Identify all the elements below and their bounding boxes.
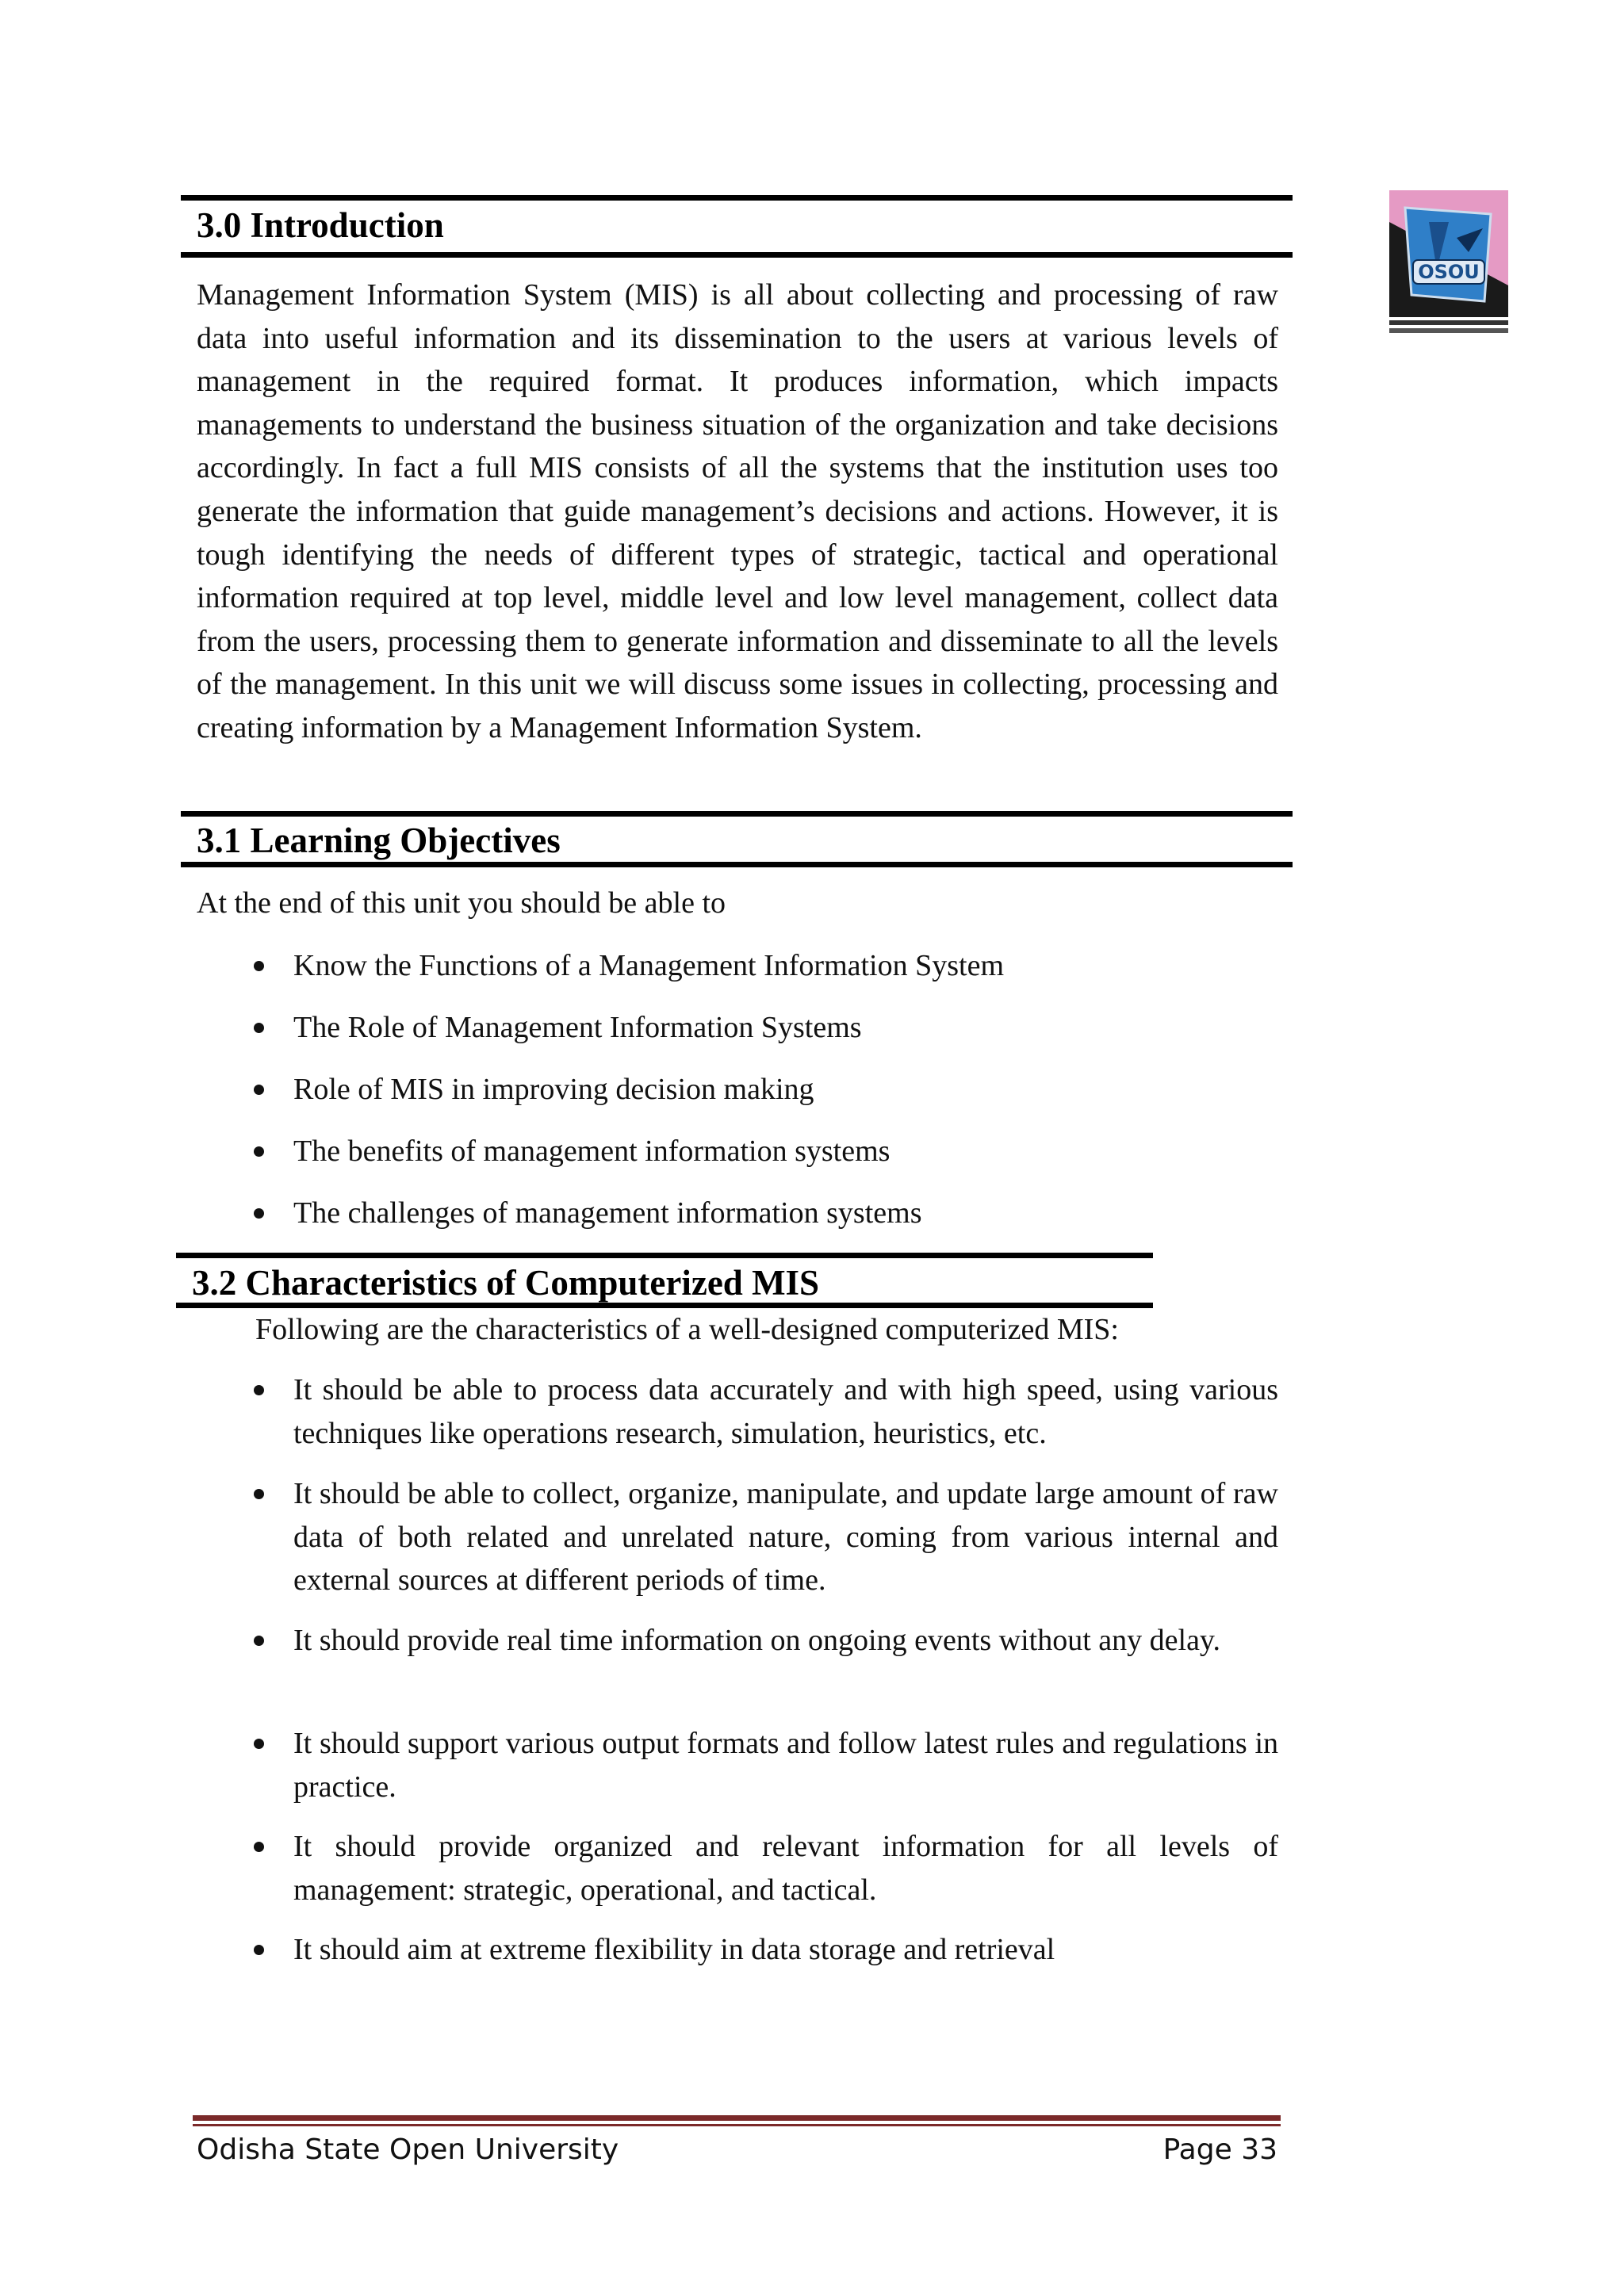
characteristics-top-rule <box>176 1253 1153 1258</box>
bullet-icon <box>254 1146 264 1157</box>
logo-text: OSOU <box>1418 261 1480 283</box>
bullet-icon <box>254 1085 264 1095</box>
intro-heading: 3.0 Introduction <box>197 205 444 245</box>
footer-rule-thin <box>193 2124 1281 2126</box>
bullet-icon <box>254 1023 264 1033</box>
footer-page-number: Page 33 <box>1162 2133 1277 2166</box>
bullet-icon <box>254 1636 264 1646</box>
objectives-bottom-rule <box>181 862 1293 867</box>
characteristics-bottom-rule <box>176 1303 1153 1308</box>
university-logo <box>1389 190 1508 337</box>
intro-top-rule <box>181 195 1293 201</box>
bullet-icon <box>254 961 264 971</box>
characteristic-item: It should aim at extreme flexibility in data storage and retrieval <box>254 1928 1278 1972</box>
characteristic-item: It should support various output formats and follow latest rules and regulations in practice. <box>254 1722 1278 1808</box>
bullet-icon <box>254 1842 264 1852</box>
objectives-intro: At the end of this unit you should be able to <box>197 886 726 920</box>
intro-bottom-rule <box>181 252 1293 258</box>
bullet-icon <box>254 1385 264 1395</box>
footer-university: Odisha State Open University <box>197 2133 619 2166</box>
bullet-icon <box>254 1489 264 1499</box>
bullet-icon <box>254 1945 264 1955</box>
characteristic-item: It should provide organized and relevant information for all levels of management: strategic, operational, and tactical. <box>254 1825 1278 1911</box>
objectives-top-rule <box>181 811 1293 817</box>
characteristics-heading: 3.2 Characteristics of Computerized MIS <box>192 1263 820 1303</box>
bullet-icon <box>254 1739 264 1749</box>
characteristic-item: It should provide real time information on ongoing events without any delay. <box>254 1619 1278 1663</box>
characteristics-intro: Following are the characteristics of a well-designed computerized MIS: <box>255 1313 1119 1346</box>
objectives-heading: 3.1 Learning Objectives <box>197 821 561 860</box>
characteristic-item: It should be able to process data accurately and with high speed, using various techniques like operations research, simulation, heuristics, etc. <box>254 1368 1278 1455</box>
intro-paragraph: Management Information System (MIS) is all about collecting and processing of raw data into useful information and its dissemination to the users at various levels of management in the required format. It produces information, which impacts managements to understand the business situation of the organization and take decisions accordingly. In fact a full MIS consists of all the systems that the institution uses too generate the information that guide management’s decisions and actions. However, it is tough identifying the needs of different types of strategic, tactical and operational information required at top level, middle level and low level management, collect data from the users, processing them to generate information and disseminate to all the levels of the management. In this unit we will discuss some issues in collecting, processing and creating information by a Management Information System. <box>197 278 1278 744</box>
characteristic-item: It should be able to collect, organize, manipulate, and update large amount of raw data of both related and unrelated nature, coming from various internal and external sources at different periods of time. <box>254 1472 1278 1602</box>
bullet-icon <box>254 1208 264 1219</box>
footer-rule <box>193 2115 1281 2121</box>
